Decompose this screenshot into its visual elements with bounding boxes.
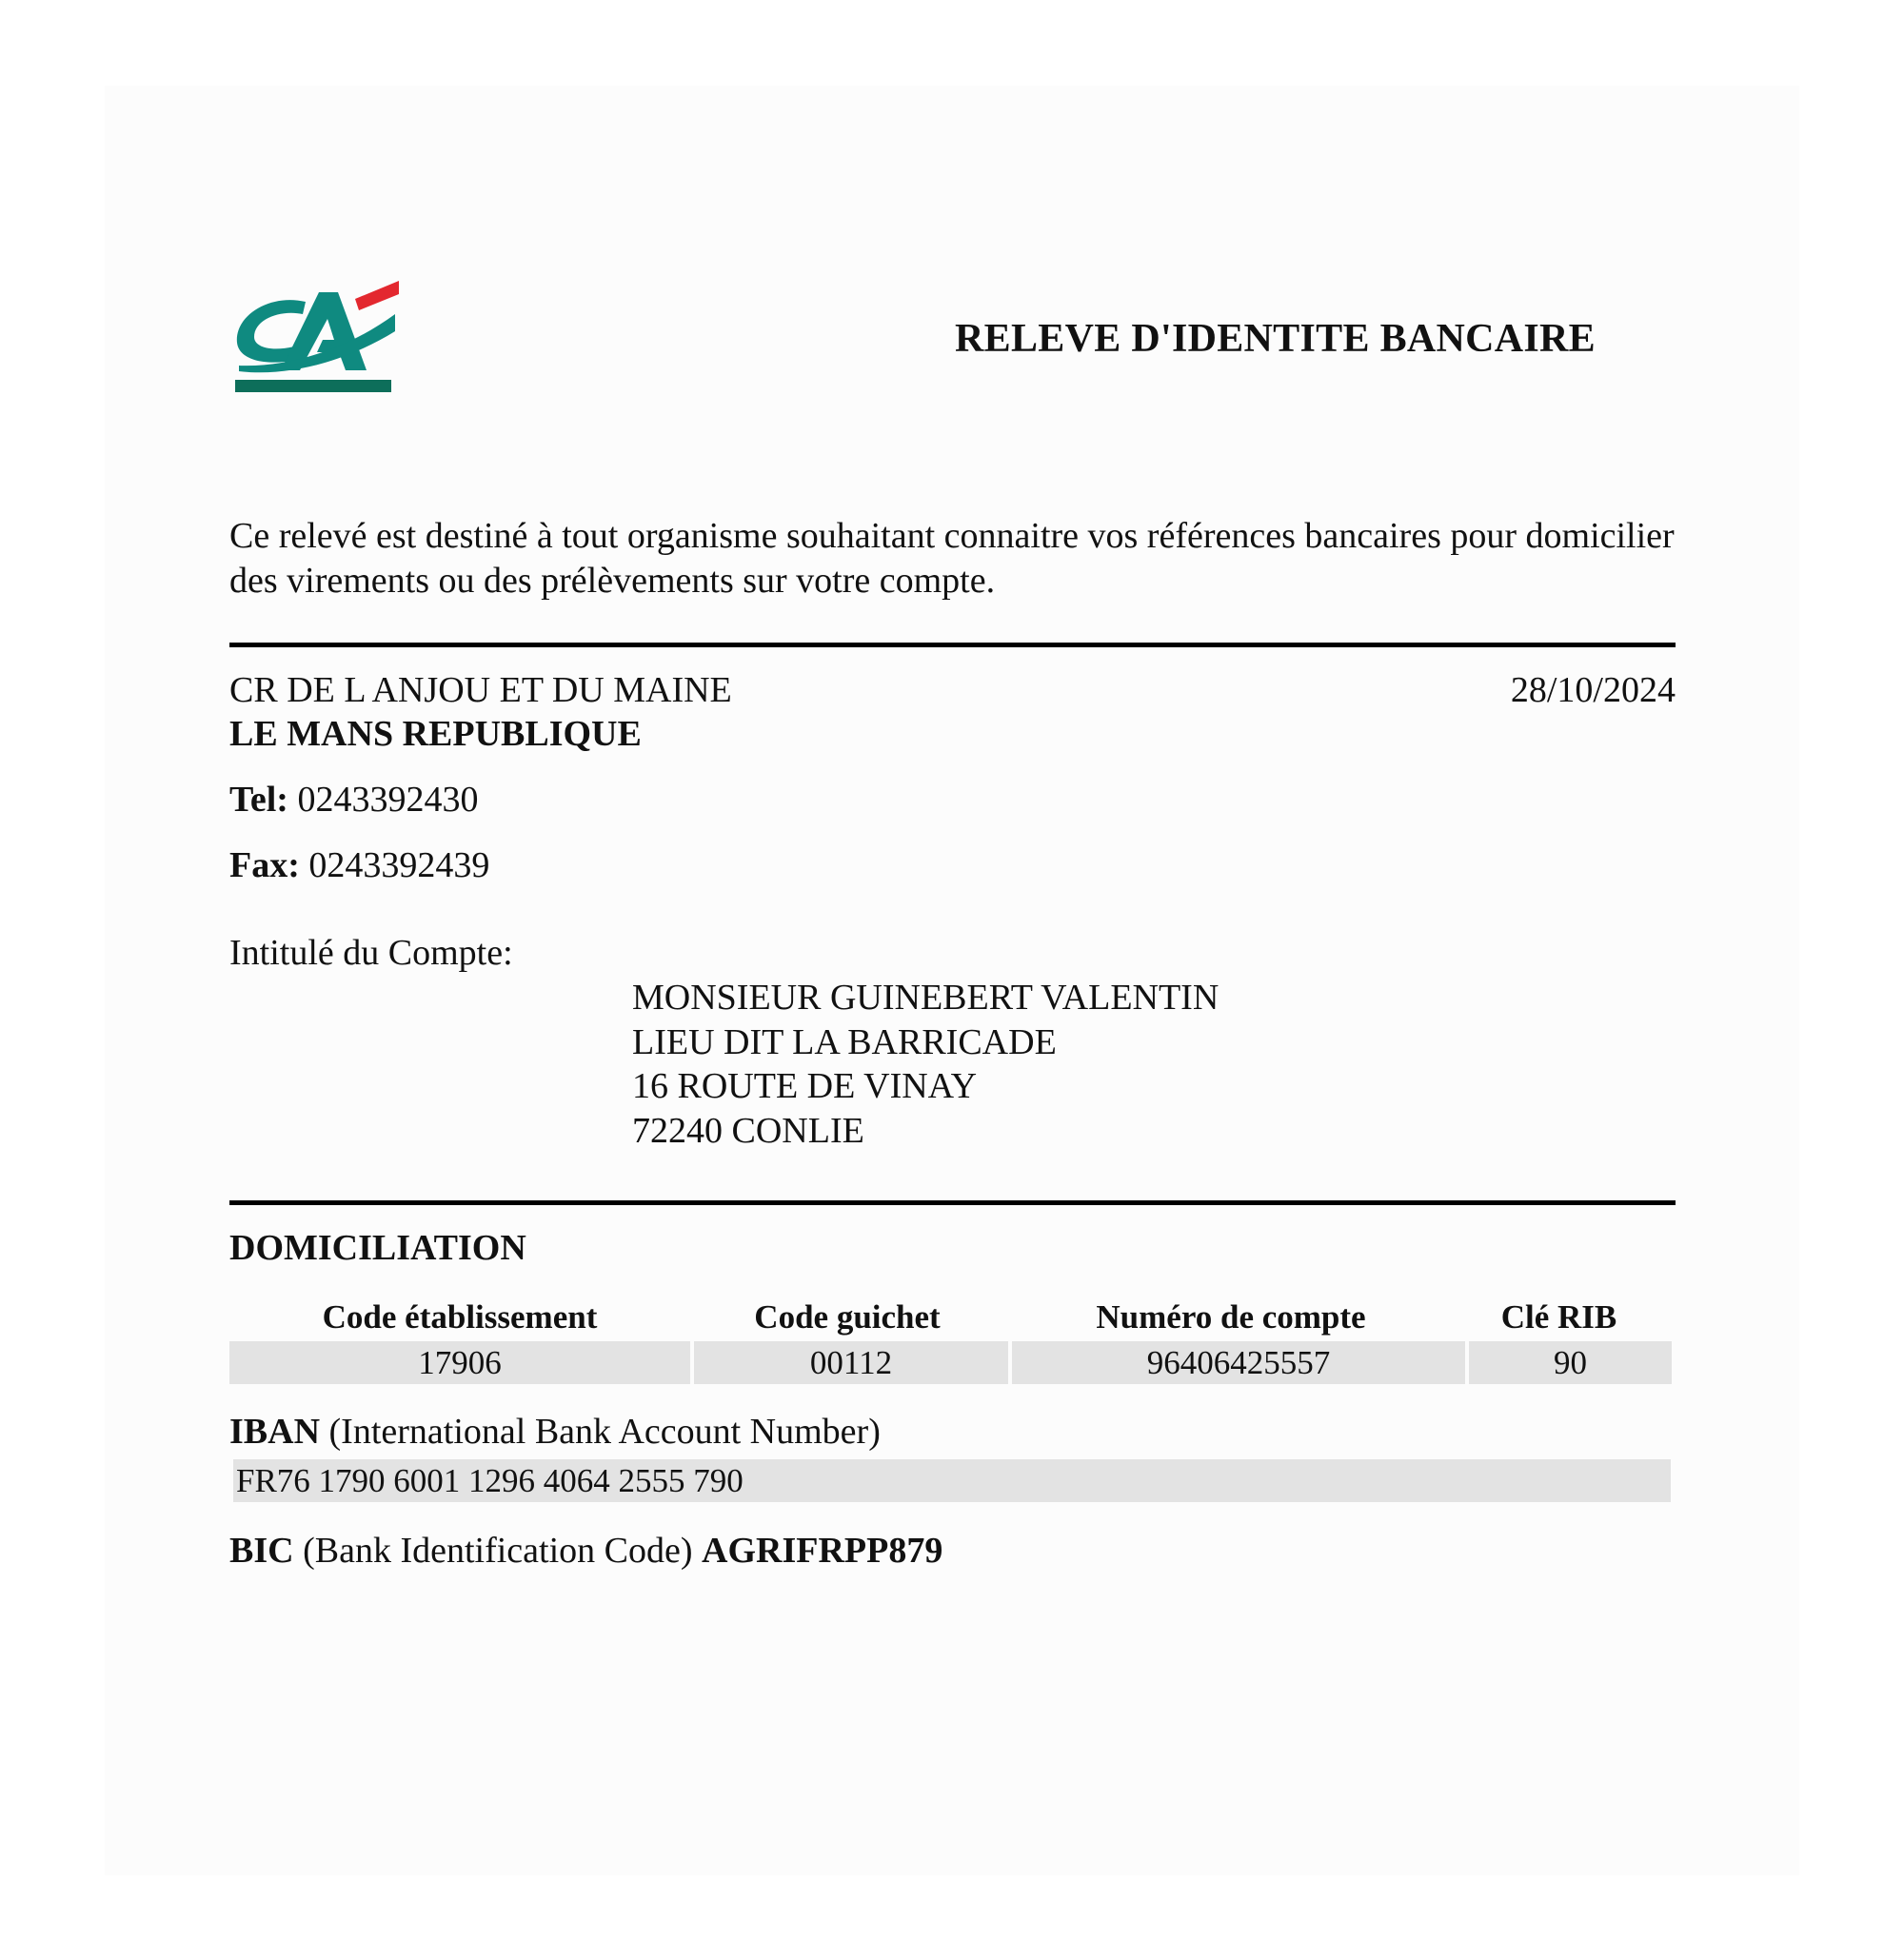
divider xyxy=(229,1200,1676,1205)
iban-description: (International Bank Account Number) xyxy=(328,1412,881,1452)
value-numero-compte: 96406425557 xyxy=(1012,1341,1465,1384)
fax-label: Fax: xyxy=(229,845,300,885)
fax-line xyxy=(229,844,489,886)
statement-date: 28/10/2024 xyxy=(1510,670,1676,710)
value-code-guichet: 00112 xyxy=(694,1341,1008,1384)
rib-table xyxy=(229,1294,1676,1384)
header-cle-rib: Clé RIB xyxy=(1500,1298,1617,1336)
agency-name: LE MANS REPUBLIQUE xyxy=(229,714,642,754)
holder-line: 72240 CONLIE xyxy=(632,1110,864,1151)
value-cle-rib: 90 xyxy=(1469,1341,1672,1384)
account-holder-block xyxy=(632,976,1219,1153)
header-code-guichet: Code guichet xyxy=(754,1298,941,1336)
divider xyxy=(229,643,1676,647)
rib-value-row xyxy=(229,1341,1676,1384)
bic-line xyxy=(229,1530,942,1572)
header-code-etablissement: Code établissement xyxy=(322,1298,598,1336)
holder-line: 16 ROUTE DE VINAY xyxy=(632,1066,978,1106)
intro-paragraph: Ce relevé est destiné à tout organisme souhaitant connaitre vos références bancaires pour domicilier des virements ou des prélèvements sur votre compte. xyxy=(229,516,1675,601)
holder-line: LIEU DIT LA BARRICADE xyxy=(632,1021,1057,1062)
document-title: RELEVE D'IDENTITE BANCAIRE xyxy=(955,317,1596,361)
account-title-label: Intitulé du Compte: xyxy=(229,933,513,973)
domiciliation-title: DOMICILIATION xyxy=(229,1228,526,1268)
value-code-etablissement: 17906 xyxy=(229,1341,690,1384)
iban-value: FR76 1790 6001 1296 4064 2555 790 xyxy=(233,1459,1671,1502)
rib-header-row xyxy=(229,1294,1676,1341)
bic-description: (Bank Identification Code) xyxy=(303,1531,693,1571)
tel-number: 0243392430 xyxy=(297,780,479,820)
header-numero-compte: Numéro de compte xyxy=(1096,1298,1366,1336)
holder-line: MONSIEUR GUINEBERT VALENTIN xyxy=(632,978,1220,1018)
fax-number: 0243392439 xyxy=(308,845,490,885)
bic-label: BIC xyxy=(229,1531,294,1571)
iban-label-line xyxy=(229,1411,881,1453)
credit-agricole-logo xyxy=(231,276,403,395)
bank-name: CR DE L ANJOU ET DU MAINE xyxy=(229,670,732,710)
bic-value: AGRIFRPP879 xyxy=(702,1531,943,1571)
tel-line xyxy=(229,779,478,821)
tel-label: Tel: xyxy=(229,780,288,820)
iban-label: IBAN xyxy=(229,1412,321,1452)
